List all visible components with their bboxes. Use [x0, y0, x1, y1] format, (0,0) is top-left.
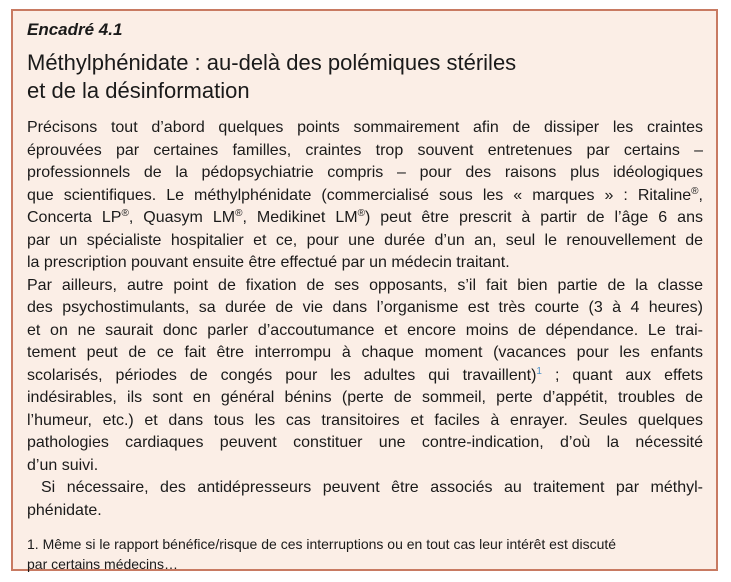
text-line: la prescription pouvant ensuite être effectué par un médecin traitant.	[27, 254, 510, 271]
sidebar-box	[11, 9, 718, 571]
text-fragment: , Quasym LM	[128, 209, 236, 226]
footnote	[27, 534, 703, 574]
text-line: d’un suivi.	[27, 456, 99, 474]
box-title-line: et de la désinformation	[27, 78, 250, 103]
footnote-line: 1. Même si le rapport bénéfice/risque de ces interruptions ou en tout cas leur intérêt est discuté	[27, 536, 617, 552]
text-line: tement peut de ce fait être interrompu à chaque moment (vacances pour les enfants	[27, 344, 703, 361]
text-line: l’humeur, etc.) et dans tous les cas transitoires et faciles à enrayer. Seules quelques	[27, 411, 703, 429]
text-fragment: Concerta LP	[27, 209, 122, 226]
text-fragment: , Medikinet LM	[242, 209, 358, 226]
text-fragment: ; quant aux effets	[541, 366, 704, 384]
paragraph-1	[27, 117, 703, 275]
text-fragment: que scientifiques. Le méthylphénidate (commercialisé sous les « marques » : Ritaline	[27, 186, 692, 204]
text-line: indésirables, ils sont en général bénins (perte de sommeil, perte d’appétit, troubles de	[27, 389, 703, 406]
paragraph-2	[27, 275, 703, 478]
text-line: pathologies cardiaques peuvent constituer une contre-indication, d’où la nécessité	[27, 434, 703, 451]
box-body	[27, 117, 703, 522]
text-line	[27, 365, 703, 388]
text-line: Si nécessaire, des antidépresseurs peuvent être associés au traitement par méthyl-	[41, 479, 703, 496]
box-title	[27, 49, 703, 105]
text-line: phénidate.	[27, 501, 102, 519]
box-title-line: Méthylphénidate : au-delà des polémiques stériles	[27, 50, 517, 75]
text-line: des psychostimulants, sa durée de vie dans l’organisme est très courte (3 à 4 heures)	[27, 299, 703, 316]
text-line: et on ne saurait donc parler d’accoutumance et encore moins de dépendance. Le trai-	[27, 321, 703, 339]
footnote-line: par certains médecins…	[27, 556, 178, 572]
box-label: Encadré 4.1	[27, 20, 123, 39]
registered-mark: ®	[235, 208, 243, 219]
text-line: Par ailleurs, autre point de fixation de ses opposants, s’il fait bien partie de la classe	[27, 276, 703, 294]
paragraph-3	[27, 477, 703, 522]
registered-mark: ®	[691, 185, 699, 197]
text-fragment: scolarisés, périodes de congés pour les adultes qui travaillent)	[27, 366, 537, 384]
text-line	[27, 207, 703, 230]
comma: ,	[698, 186, 703, 204]
text-line: professionnels de la pédopsychiatrie compris – pour des raisons plus idéologiques	[27, 164, 703, 181]
text-line: Précisons tout d’abord quelques points sommairement afin de dissiper les craintes	[27, 119, 703, 136]
text-line	[27, 185, 703, 208]
registered-mark: ®	[121, 208, 129, 219]
footnote-ref-link[interactable]: 1	[536, 365, 542, 377]
text-fragment: ) peut être prescrit à partir de l’âge 6 ans	[364, 209, 703, 226]
registered-mark: ®	[357, 208, 365, 219]
text-line: par un spécialiste hospitalier et ce, pour une durée d’un an, seul le renouvellement de	[27, 231, 703, 249]
text-line: éprouvées par certaines familles, craintes trop souvent entretenues par certains –	[27, 141, 703, 159]
